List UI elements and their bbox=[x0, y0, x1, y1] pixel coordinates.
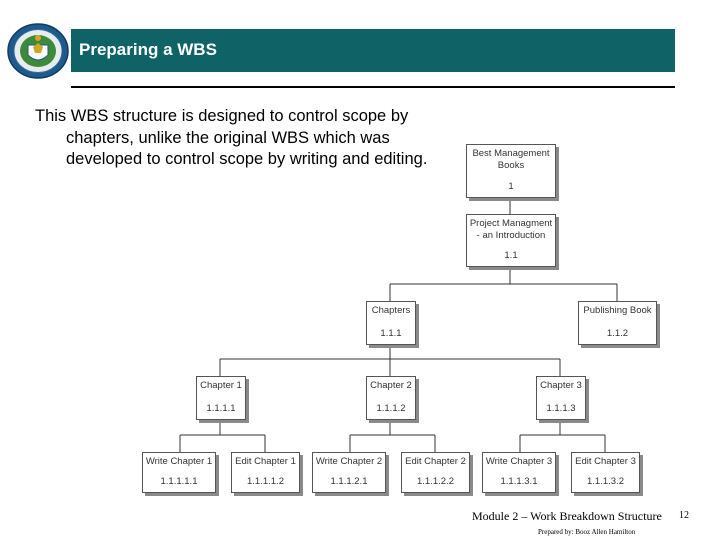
wbs-node-edit-chapter-1 bbox=[231, 452, 300, 493]
wbs-node-best-management-books bbox=[466, 144, 556, 198]
wbs-node-code: 1.1.1.3 bbox=[546, 403, 576, 414]
wbs-node-label: Edit Chapter 1 bbox=[235, 456, 296, 467]
wbs-node-label: Chapter 2 bbox=[370, 380, 412, 391]
slide-body-text: This WBS structure is designed to control scope by chapters, unlike the original WBS which was developed to control scope by writing and editing. bbox=[35, 107, 428, 168]
wbs-node-label: Chapters bbox=[371, 305, 411, 316]
wbs-node-publishing-book bbox=[578, 301, 657, 345]
wbs-node-label: Write Chapter 1 bbox=[145, 456, 213, 467]
slide-footer-credit: Prepared by: Booz Allen Hamilton bbox=[538, 528, 636, 536]
wbs-node-edit-chapter-2 bbox=[401, 452, 470, 493]
wbs-node-code: 1.1 bbox=[504, 250, 518, 261]
wbs-node-write-chapter-2 bbox=[312, 452, 386, 493]
wbs-node-label: Write Chapter 3 bbox=[485, 456, 553, 467]
wbs-node-code: 1.1.1 bbox=[380, 328, 402, 339]
wbs-node-code: 1.1.2 bbox=[606, 328, 629, 339]
page-number: 12 bbox=[679, 510, 689, 521]
wbs-node-chapter-1 bbox=[196, 376, 246, 420]
wbs-node-code: 1.1.1.2 bbox=[376, 403, 406, 414]
wbs-node-label: Edit Chapter 2 bbox=[405, 456, 466, 467]
wbs-node-write-chapter-3 bbox=[482, 452, 556, 493]
wbs-node-write-chapter-1 bbox=[142, 452, 216, 493]
wbs-node-code: 1.1.1.1.1 bbox=[160, 476, 198, 487]
wbs-node-chapter-3 bbox=[536, 376, 586, 420]
wbs-node-label: Project Managment - an Introduction bbox=[469, 218, 553, 241]
slide-footer: Module 2 – Work Breakdown Structure bbox=[472, 509, 662, 523]
wbs-node-label: Edit Chapter 3 bbox=[575, 456, 636, 467]
wbs-node-code: 1.1.1.1 bbox=[206, 403, 236, 414]
wbs-node-code: 1.1.1.3.1 bbox=[500, 476, 538, 487]
wbs-node-code: 1.1.1.2.1 bbox=[330, 476, 368, 487]
wbs-node-code: 1.1.1.1.2 bbox=[247, 476, 284, 487]
wbs-node-code: 1 bbox=[508, 181, 514, 192]
wbs-node-label: Chapter 1 bbox=[200, 380, 242, 391]
wbs-node-chapter-2 bbox=[366, 376, 416, 420]
wbs-node-label: Write Chapter 2 bbox=[315, 456, 383, 467]
wbs-node-label: Best Management Books bbox=[472, 148, 550, 171]
wbs-node-edit-chapter-3 bbox=[571, 452, 640, 493]
wbs-node-label: Chapter 3 bbox=[540, 380, 582, 391]
wbs-node-label: Publishing Book bbox=[583, 305, 652, 316]
wbs-node-code: 1.1.1.3.2 bbox=[587, 476, 624, 487]
slide-title: Preparing a WBS bbox=[79, 40, 217, 59]
wbs-node-project-management-introduction bbox=[466, 214, 556, 267]
wbs-node-chapters bbox=[366, 301, 416, 345]
wbs-node-code: 1.1.1.2.2 bbox=[417, 476, 454, 487]
